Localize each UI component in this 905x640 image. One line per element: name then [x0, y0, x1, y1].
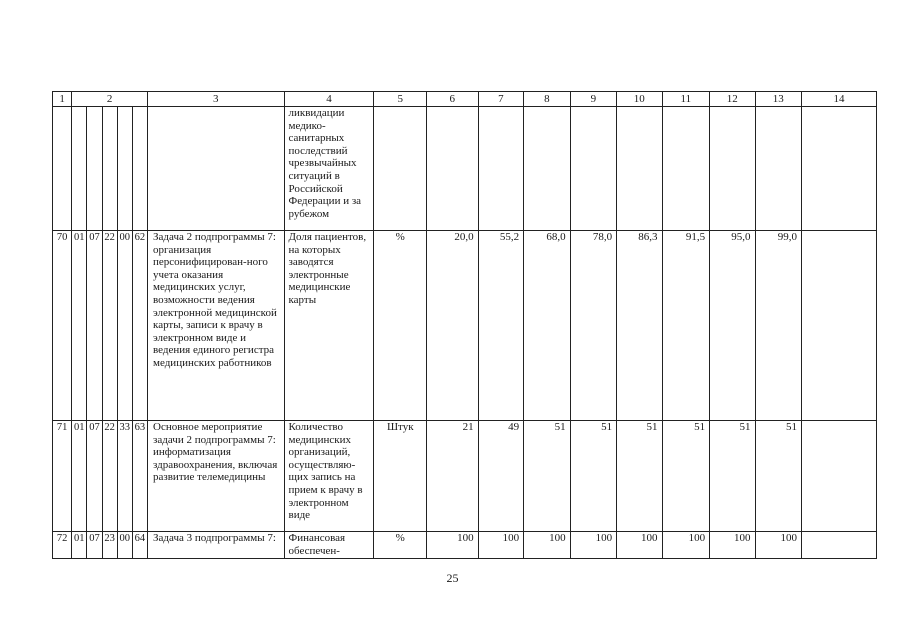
code-cell: 33 — [117, 421, 132, 532]
value-cell: 100 — [478, 532, 523, 559]
code-cell: 00 — [117, 532, 132, 559]
header-row — [53, 92, 877, 107]
value-cell: 51 — [755, 421, 802, 532]
table-row — [53, 231, 877, 421]
table-row — [53, 107, 877, 231]
row-number-cell — [53, 107, 72, 231]
header-cell: 11 — [662, 92, 710, 107]
name-cell: Задача 2 подпрограммы 7: организация персонифицирован-ного учета оказания медицинских услуг, возможности ведения электронной медицинской карты, записи к врачу в электронном виде и ведения единого регистра медицинских работников — [148, 231, 284, 421]
value-cell: 86,3 — [617, 231, 662, 421]
table-row — [53, 532, 877, 559]
value-cell: 55,2 — [478, 231, 523, 421]
code-cell: 07 — [87, 532, 102, 559]
value-cell: 100 — [617, 532, 662, 559]
value-cell: 20,0 — [427, 231, 479, 421]
code-cell: 07 — [87, 231, 102, 421]
header-cell: 6 — [427, 92, 479, 107]
header-cell: 14 — [802, 92, 877, 107]
value-cell: 99,0 — [755, 231, 802, 421]
indicators-table — [52, 91, 877, 559]
value-cell: 100 — [524, 532, 571, 559]
code-cell: 07 — [87, 421, 102, 532]
value-cell: 100 — [427, 532, 479, 559]
indicator-cell: Доля пациентов, на которых заводятся электронные медицинские карты — [284, 231, 374, 421]
value-cell: 51 — [710, 421, 755, 532]
name-cell: Задача 3 подпрограммы 7: — [148, 532, 284, 559]
indicator-cell: ликвидации медико-санитарных последствий чрезвычайных ситуаций в Российской Федерации и за рубежом — [284, 107, 374, 231]
code-cell: 23 — [102, 532, 117, 559]
unit-cell: Штук — [374, 421, 427, 532]
value-cell: 51 — [617, 421, 662, 532]
header-cell: 4 — [284, 92, 374, 107]
value-cell: 51 — [662, 421, 710, 532]
value-cell: 95,0 — [710, 231, 755, 421]
value-cell — [524, 107, 571, 231]
value-cell: 100 — [755, 532, 802, 559]
indicator-cell: Количество медицинских организаций, осуществляю-щих запись на прием к врачу в электронном виде — [284, 421, 374, 532]
row-number-cell: 70 — [53, 231, 72, 421]
value-cell — [617, 107, 662, 231]
value-cell — [710, 107, 755, 231]
unit-cell: % — [374, 532, 427, 559]
value-cell — [662, 107, 710, 231]
code-cell: 63 — [132, 421, 147, 532]
value-cell — [755, 107, 802, 231]
header-cell: 7 — [478, 92, 523, 107]
code-cell — [132, 107, 147, 231]
code-cell: 64 — [132, 532, 147, 559]
value-cell — [478, 107, 523, 231]
unit-cell: % — [374, 231, 427, 421]
value-cell — [427, 107, 479, 231]
code-cell — [87, 107, 102, 231]
header-cell: 9 — [570, 92, 617, 107]
value-cell: 100 — [570, 532, 617, 559]
row-number-cell: 71 — [53, 421, 72, 532]
value-cell — [570, 107, 617, 231]
value-cell: 49 — [478, 421, 523, 532]
code-cell — [117, 107, 132, 231]
code-cell — [102, 107, 117, 231]
code-cell: 00 — [117, 231, 132, 421]
page-number: 25 — [446, 571, 459, 585]
table-row — [53, 421, 877, 532]
code-cell: 01 — [72, 231, 87, 421]
header-cell: 8 — [524, 92, 571, 107]
col14-cell — [802, 231, 877, 421]
header-cell: 2 — [72, 92, 148, 107]
code-cell: 62 — [132, 231, 147, 421]
value-cell: 68,0 — [524, 231, 571, 421]
value-cell: 100 — [710, 532, 755, 559]
code-cell — [72, 107, 87, 231]
value-cell: 51 — [524, 421, 571, 532]
header-cell: 13 — [755, 92, 802, 107]
header-cell: 1 — [53, 92, 72, 107]
value-cell: 100 — [662, 532, 710, 559]
header-cell: 5 — [374, 92, 427, 107]
name-cell — [148, 107, 284, 231]
value-cell: 51 — [570, 421, 617, 532]
unit-cell — [374, 107, 427, 231]
name-cell: Основное мероприятие задачи 2 подпрограммы 7: информатизация здравоохранения, включая развитие телемедицины — [148, 421, 284, 532]
header-cell: 10 — [617, 92, 662, 107]
value-cell: 21 — [427, 421, 479, 532]
header-cell: 3 — [148, 92, 284, 107]
indicator-cell: Финансовая обеспечен- — [284, 532, 374, 559]
code-cell: 22 — [102, 231, 117, 421]
value-cell: 78,0 — [570, 231, 617, 421]
col14-cell — [802, 532, 877, 559]
code-cell: 01 — [72, 532, 87, 559]
code-cell: 22 — [102, 421, 117, 532]
code-cell: 01 — [72, 421, 87, 532]
header-cell: 12 — [710, 92, 755, 107]
value-cell: 91,5 — [662, 231, 710, 421]
row-number-cell: 72 — [53, 532, 72, 559]
col14-cell — [802, 421, 877, 532]
col14-cell — [802, 107, 877, 231]
